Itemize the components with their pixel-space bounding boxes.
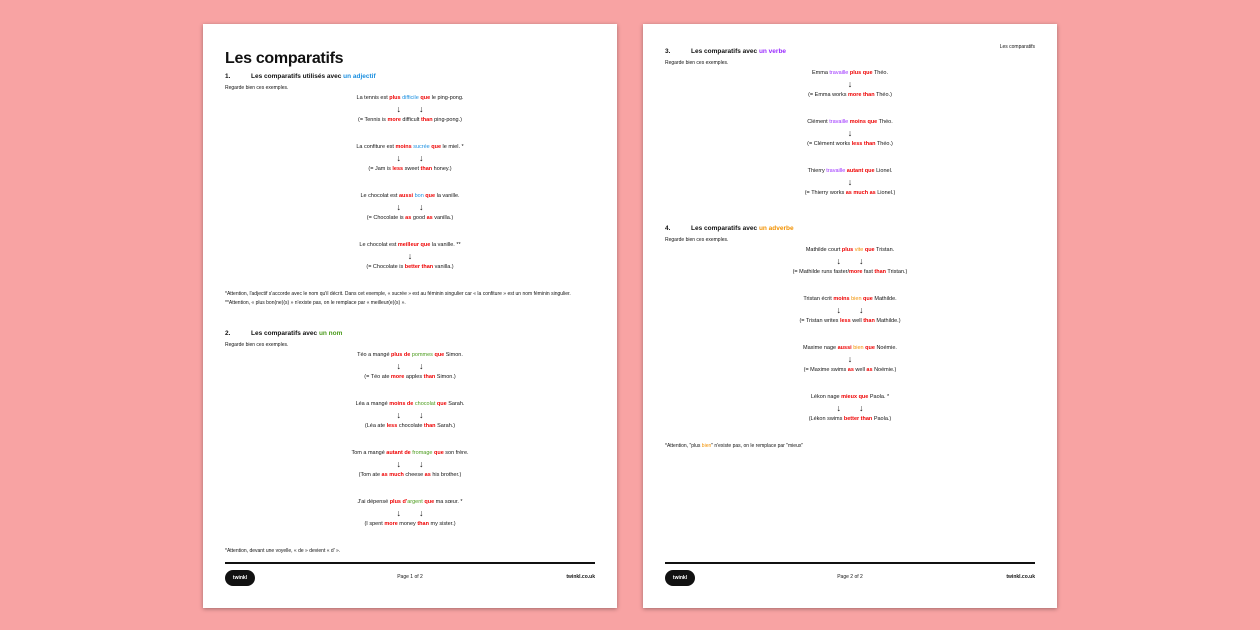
text-segment: less xyxy=(839,318,851,324)
page-number: Page 2 of 2 xyxy=(837,574,863,580)
arrow-down-icon: ↓ xyxy=(419,202,424,212)
page-number: Page 1 of 2 xyxy=(397,574,423,580)
text-segment: aussi xyxy=(398,193,414,199)
arrows-row xyxy=(225,201,595,213)
section-intro: Regarde bien ces exemples. xyxy=(665,60,729,66)
arrows-row xyxy=(225,103,595,115)
english-translation xyxy=(225,164,595,174)
text-segment: sweet xyxy=(403,166,421,172)
text-segment: less xyxy=(392,166,404,172)
text-segment: than xyxy=(420,166,433,172)
example xyxy=(665,245,1035,294)
arrow-down-icon: ↓ xyxy=(396,104,401,114)
text-segment: travaille xyxy=(829,119,849,125)
text-segment: Clément xyxy=(807,119,830,125)
page-title: Les comparatifs xyxy=(225,50,344,67)
text-segment: Mathilde.) xyxy=(874,318,901,324)
example xyxy=(225,142,595,191)
french-sentence xyxy=(665,294,1035,304)
arrow-down-icon: ↓ xyxy=(419,153,424,163)
arrow-down-icon: ↓ xyxy=(407,251,413,261)
arrow-down-icon: ↓ xyxy=(847,79,853,89)
text-segment: Théo.) xyxy=(874,92,892,98)
arrows-row xyxy=(665,127,1035,139)
section-verbe xyxy=(665,47,1035,215)
english-translation xyxy=(665,139,1035,149)
section-adjectif xyxy=(225,72,595,307)
text-segment: Sarah.) xyxy=(435,423,456,429)
section-heading-highlight: un verbe xyxy=(758,48,787,55)
text-segment: (= Clément works xyxy=(807,141,852,147)
text-segment: (= Téo ate xyxy=(364,374,391,380)
text-segment: aussi xyxy=(837,345,852,351)
text-segment: plus xyxy=(389,95,401,101)
text-segment: (= Chocolate is xyxy=(366,264,405,270)
section-intro: Regarde bien ces exemples. xyxy=(665,237,729,243)
text-segment: apples xyxy=(404,374,424,380)
arrow-down-icon: ↓ xyxy=(847,354,853,364)
text-segment: bien xyxy=(701,443,712,449)
text-segment: J'ai dépensé xyxy=(357,499,390,505)
footnote: *Attention, devant une voyelle, « de » devient « d' ». xyxy=(225,548,341,554)
example xyxy=(225,191,595,240)
english-translation xyxy=(225,519,595,529)
section-heading-text: Les comparatifs utilisés avec xyxy=(251,73,344,80)
text-segment: travaille xyxy=(826,168,846,174)
text-segment: *Attention, "plus xyxy=(665,443,702,449)
french-sentence xyxy=(225,93,595,103)
text-segment: meilleur que xyxy=(397,242,431,248)
french-sentence xyxy=(225,350,595,360)
arrows-row xyxy=(665,304,1035,316)
text-segment: than xyxy=(417,521,429,527)
text-segment: chocolat xyxy=(414,401,436,407)
arrow-down-icon: ↓ xyxy=(396,202,401,212)
english-translation xyxy=(665,316,1035,326)
text-segment: bien xyxy=(853,345,864,351)
text-segment: son frère. xyxy=(443,450,469,456)
text-segment: (= Tristan writes xyxy=(799,318,840,324)
section-heading-highlight: un nom xyxy=(318,330,343,337)
text-segment: difficult xyxy=(400,117,421,123)
english-translation xyxy=(665,414,1035,424)
french-sentence xyxy=(665,117,1035,127)
text-segment: Tristan.) xyxy=(886,269,908,275)
text-segment: que xyxy=(425,193,436,199)
text-segment: que xyxy=(431,144,442,150)
text-segment: fromage xyxy=(412,450,433,456)
text-segment: Noémie. xyxy=(874,345,897,351)
text-segment: Léa a mangé xyxy=(355,401,390,407)
text-segment: Emma xyxy=(811,70,830,76)
text-segment: que xyxy=(864,247,875,253)
arrow-down-icon: ↓ xyxy=(836,256,841,266)
text-segment: que xyxy=(863,296,873,302)
section-heading xyxy=(665,224,1035,234)
text-segment: than xyxy=(420,117,433,123)
text-segment: Le chocolat est xyxy=(360,193,399,199)
arrow-down-icon: ↓ xyxy=(396,508,401,518)
section-heading-text: Les comparatifs avec xyxy=(691,48,759,55)
text-segment: La confiture est xyxy=(356,144,396,150)
text-segment: money xyxy=(397,521,418,527)
footnote: *Attention, l'adjectif s'accorde avec le nom qu'il décrit. Dans cet exemple, « sucrée » est au féminin singulier car « la confiture » est un nom féminin singulier. xyxy=(225,291,571,297)
arrow-down-icon: ↓ xyxy=(847,177,853,187)
text-segment: ping-pong.) xyxy=(432,117,462,123)
section-heading-text: Les comparatifs avec xyxy=(251,330,319,337)
section-number: 4. xyxy=(665,225,671,232)
text-segment: Simon. xyxy=(444,352,463,358)
text-segment: que xyxy=(434,450,444,456)
example xyxy=(225,240,595,289)
footer-divider xyxy=(225,562,595,564)
text-segment: (Léa ate xyxy=(364,423,387,429)
english-translation xyxy=(665,267,1035,277)
text-segment: his brother.) xyxy=(430,472,462,478)
footer-divider xyxy=(665,562,1035,564)
twinkl-logo: twinkl xyxy=(225,570,255,586)
text-segment: sucrée xyxy=(413,144,430,150)
section-heading-highlight: un adverbe xyxy=(758,225,794,232)
worksheet-page-2 xyxy=(643,24,1057,608)
text-segment: less than xyxy=(851,141,876,147)
twinkl-logo: twinkl xyxy=(665,570,695,586)
example xyxy=(665,392,1035,441)
text-segment: Lionel. xyxy=(874,168,893,174)
text-segment: as xyxy=(866,367,873,373)
text-segment: plus xyxy=(841,247,854,253)
text-segment: Mathilde court xyxy=(805,247,842,253)
english-translation xyxy=(225,213,595,223)
text-segment: Tristan. xyxy=(874,247,895,253)
text-segment: my sister.) xyxy=(428,521,456,527)
text-segment: Tom a mangé xyxy=(351,450,387,456)
example xyxy=(665,117,1035,166)
text-segment: Thierry xyxy=(807,168,827,174)
text-segment: Téo a mangé xyxy=(357,352,392,358)
text-segment: Simon.) xyxy=(435,374,456,380)
text-segment: (Lékon swims xyxy=(808,416,844,422)
english-translation xyxy=(665,90,1035,100)
arrow-down-icon: ↓ xyxy=(396,361,401,371)
french-sentence xyxy=(665,166,1035,176)
example xyxy=(225,93,595,142)
text-segment: autant de xyxy=(386,450,411,456)
arrows-row xyxy=(225,360,595,372)
text-segment: que xyxy=(420,95,431,101)
text-segment: cheese xyxy=(403,472,425,478)
text-segment: chocolate xyxy=(397,423,424,429)
section-number: 1. xyxy=(225,73,231,80)
text-segment: (Tom ate xyxy=(358,472,382,478)
text-segment: Théo. xyxy=(877,119,893,125)
text-segment: travaille xyxy=(829,70,849,76)
text-segment: more than xyxy=(847,92,875,98)
english-translation xyxy=(665,365,1035,375)
arrow-down-icon: ↓ xyxy=(859,305,864,315)
arrow-down-icon: ↓ xyxy=(396,410,401,420)
arrows-row xyxy=(225,409,595,421)
section-adverbe xyxy=(665,224,1035,450)
text-segment: more xyxy=(390,374,405,380)
example xyxy=(665,166,1035,215)
section-nom xyxy=(225,329,595,555)
text-segment: well xyxy=(850,318,864,324)
text-segment: as much xyxy=(381,472,404,478)
arrow-down-icon: ↓ xyxy=(836,305,841,315)
arrows-row xyxy=(225,250,595,262)
text-segment: Lékon nage xyxy=(810,394,842,400)
text-segment: more xyxy=(849,269,863,275)
arrows-row xyxy=(665,353,1035,365)
arrow-down-icon: ↓ xyxy=(419,104,424,114)
section-heading xyxy=(665,47,1035,57)
arrow-down-icon: ↓ xyxy=(396,153,401,163)
arrows-row xyxy=(225,152,595,164)
text-segment: argent xyxy=(407,499,423,505)
text-segment: plus de xyxy=(391,352,411,358)
english-translation xyxy=(225,372,595,382)
text-segment: good xyxy=(411,215,427,221)
text-segment: moins xyxy=(833,296,850,302)
text-segment: le miel. * xyxy=(441,144,464,150)
english-translation xyxy=(665,188,1035,198)
site-link[interactable]: twinkl.co.uk xyxy=(1006,574,1035,580)
footnote: **Attention, « plus bon(ne)(s) » n'existe pas, on le remplace par « meilleur(e)(s) ». xyxy=(225,300,406,306)
arrow-down-icon: ↓ xyxy=(859,403,864,413)
text-segment: (= Emma works xyxy=(808,92,848,98)
text-segment: vanilla.) xyxy=(433,264,454,270)
french-sentence xyxy=(225,448,595,458)
english-translation xyxy=(225,262,595,272)
text-segment: moins que xyxy=(849,119,878,125)
example xyxy=(665,294,1035,343)
arrow-down-icon: ↓ xyxy=(847,128,853,138)
section-heading xyxy=(225,72,595,82)
example xyxy=(665,68,1035,117)
arrows-row xyxy=(665,176,1035,188)
french-sentence xyxy=(665,343,1035,353)
text-segment: pommes xyxy=(411,352,433,358)
section-heading-highlight: un adjectif xyxy=(343,73,376,80)
example xyxy=(225,350,595,399)
text-segment: less xyxy=(386,423,398,429)
text-segment: Sarah. xyxy=(446,401,465,407)
text-segment: " n'existe pas, on le remplace par "mieux" xyxy=(711,443,804,449)
french-sentence xyxy=(225,191,595,201)
text-segment: plus que xyxy=(849,70,873,76)
site-link[interactable]: twinkl.co.uk xyxy=(566,574,595,580)
french-sentence xyxy=(225,497,595,507)
example xyxy=(225,448,595,497)
text-segment: La tennis est xyxy=(356,95,390,101)
arrow-down-icon: ↓ xyxy=(419,508,424,518)
text-segment: Le chocolat est xyxy=(359,242,398,248)
section-intro: Regarde bien ces exemples. xyxy=(225,85,289,91)
text-segment: (= Jam is xyxy=(368,166,393,172)
text-segment: Théo. xyxy=(872,70,889,76)
arrows-row xyxy=(665,255,1035,267)
text-segment: la vanille. xyxy=(435,193,460,199)
text-segment: better than xyxy=(843,416,873,422)
text-segment: que xyxy=(865,345,875,351)
text-segment: than xyxy=(423,423,436,429)
english-translation xyxy=(225,115,595,125)
french-sentence xyxy=(665,245,1035,255)
arrows-row xyxy=(225,458,595,470)
text-segment: as xyxy=(424,472,431,478)
text-segment: le ping-pong. xyxy=(430,95,464,101)
arrow-down-icon: ↓ xyxy=(419,361,424,371)
text-segment: more xyxy=(384,521,398,527)
text-segment: (= Tennis is xyxy=(358,117,388,123)
text-segment: as xyxy=(426,215,433,221)
arrow-down-icon: ↓ xyxy=(419,459,424,469)
arrow-down-icon: ↓ xyxy=(836,403,841,413)
text-segment: (= Thierry works xyxy=(804,190,846,196)
text-segment: Tristan écrit xyxy=(803,296,834,302)
arrows-row xyxy=(665,402,1035,414)
text-segment: que xyxy=(436,401,447,407)
text-segment: fast xyxy=(862,269,875,275)
text-segment: ma sœur. * xyxy=(434,499,463,505)
text-segment: bien xyxy=(851,296,862,302)
text-segment: as much as xyxy=(845,190,876,196)
text-segment: moins xyxy=(395,144,412,150)
section-number: 3. xyxy=(665,48,671,55)
text-segment: Lionel.) xyxy=(875,190,896,196)
footnote xyxy=(665,443,1035,450)
example xyxy=(225,399,595,448)
text-segment: bon xyxy=(414,193,424,199)
text-segment: que xyxy=(434,352,445,358)
section-intro: Regarde bien ces exemples. xyxy=(225,342,289,348)
text-segment: as xyxy=(847,367,854,373)
text-segment: than xyxy=(874,269,886,275)
section-heading xyxy=(225,329,595,339)
worksheet-page-1 xyxy=(203,24,617,608)
example xyxy=(225,497,595,546)
text-segment: as xyxy=(405,215,412,221)
text-segment: Théo.) xyxy=(875,141,893,147)
text-segment: than xyxy=(863,318,875,324)
french-sentence xyxy=(225,142,595,152)
text-segment: more xyxy=(387,117,401,123)
text-segment: que xyxy=(424,499,435,505)
example xyxy=(665,343,1035,392)
text-segment: difficile xyxy=(402,95,419,101)
english-translation xyxy=(225,421,595,431)
text-segment: Paola.) xyxy=(872,416,892,422)
english-translation xyxy=(225,470,595,480)
text-segment: than xyxy=(423,374,436,380)
french-sentence xyxy=(665,392,1035,402)
arrows-row xyxy=(665,78,1035,90)
text-segment: vite xyxy=(854,247,864,253)
text-segment: la vanille. ** xyxy=(430,242,461,248)
section-heading-text: Les comparatifs avec xyxy=(691,225,759,232)
arrow-down-icon: ↓ xyxy=(419,410,424,420)
text-segment: plus d' xyxy=(389,499,408,505)
text-segment: honey.) xyxy=(432,166,452,172)
running-head: Les comparatifs xyxy=(999,44,1035,50)
french-sentence xyxy=(225,240,595,250)
text-segment: (= Chocolate is xyxy=(366,215,406,221)
text-segment: Paola. * xyxy=(868,394,890,400)
text-segment: (= Mathilde runs faster/ xyxy=(792,269,849,275)
text-segment: mieux que xyxy=(841,394,869,400)
text-segment: Mathilde. xyxy=(872,296,897,302)
text-segment: well xyxy=(853,367,867,373)
text-segment: (= Maxime swims xyxy=(803,367,848,373)
text-segment: Noémie.) xyxy=(872,367,897,373)
arrow-down-icon: ↓ xyxy=(396,459,401,469)
french-sentence xyxy=(665,68,1035,78)
text-segment: (I spent xyxy=(364,521,385,527)
arrows-row xyxy=(225,507,595,519)
text-segment: moins de xyxy=(389,401,414,407)
text-segment: better than xyxy=(404,264,434,270)
french-sentence xyxy=(225,399,595,409)
text-segment: autant que xyxy=(846,168,875,174)
text-segment: vanilla.) xyxy=(432,215,454,221)
arrow-down-icon: ↓ xyxy=(859,256,864,266)
text-segment: Maxime nage xyxy=(803,345,838,351)
section-number: 2. xyxy=(225,330,231,337)
